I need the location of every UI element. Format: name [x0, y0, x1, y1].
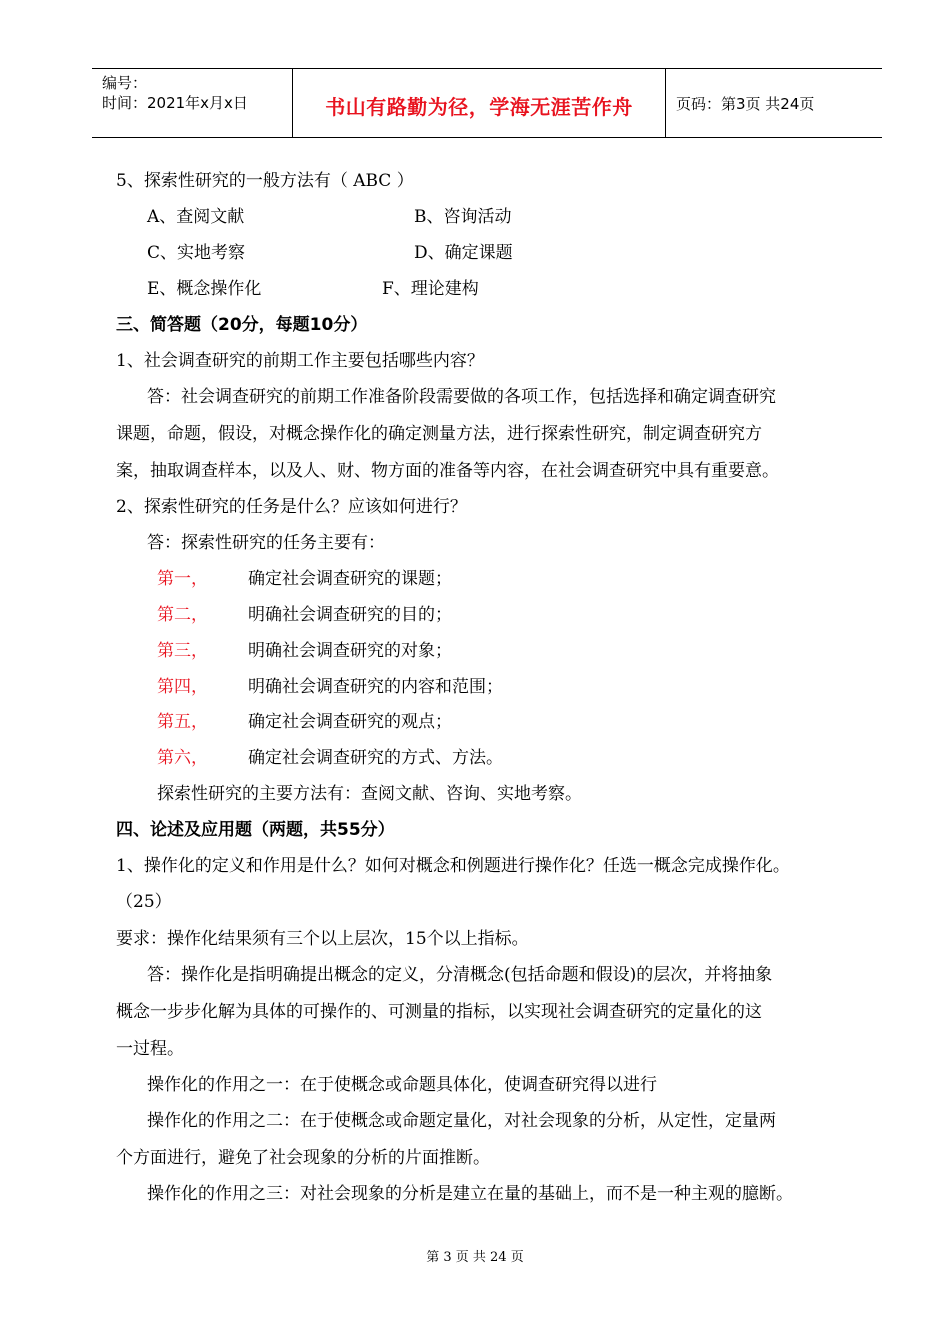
s4-role-2-line-1: 操作化的作用之二：在于使概念或命题定量化，对社会现象的分析，从定性，定量两	[147, 1111, 776, 1131]
task-text-5: 确定社会调查研究的观点；	[248, 712, 452, 732]
page-header	[92, 68, 882, 138]
task-label-4: 第四，	[157, 677, 208, 697]
s4-role-1: 操作化的作用之一：在于使概念或命题具体化，使调查研究得以进行	[147, 1075, 657, 1095]
s3-answer-1-line-1: 答：社会调查研究的前期工作准备阶段需要做的各项工作，包括选择和确定调查研究	[147, 387, 776, 407]
header-motto: 书山有路勤为径，学海无涯苦作舟	[325, 95, 633, 119]
option-e: E、概念操作化	[147, 279, 262, 299]
s4-role-3: 操作化的作用之三：对社会现象的分析是建立在量的基础上，而不是一种主观的臆断。	[147, 1184, 793, 1204]
s4-question-1-line-2: （25）	[116, 892, 172, 912]
header-page-number: 页码：第3页 共24页	[676, 95, 815, 113]
s4-requirement: 要求：操作化结果须有三个以上层次，15个以上指标。	[116, 929, 529, 949]
header-date: 时间：2021年x月x日	[102, 94, 248, 112]
header-right-cell	[666, 69, 882, 137]
task-text-2: 明确社会调查研究的目的；	[248, 605, 452, 625]
s3-question-2: 2、探索性研究的任务是什么？应该如何进行？	[116, 497, 467, 517]
s4-answer-line-1: 答：操作化是指明确提出概念的定义，分清概念(包括命题和假设)的层次，并将抽象	[147, 965, 773, 985]
task-text-6: 确定社会调查研究的方式、方法。	[248, 748, 503, 768]
task-label-3: 第三，	[157, 641, 208, 661]
task-label-2: 第二，	[157, 605, 208, 625]
task-label-5: 第五，	[157, 712, 208, 732]
s3-answer-2-intro: 答：探索性研究的任务主要有：	[147, 533, 385, 553]
task-text-1: 确定社会调查研究的课题；	[248, 569, 452, 589]
option-c: C、实地考察	[147, 243, 246, 263]
page-footer: 第 3 页 共 24 页	[426, 1250, 524, 1265]
task-text-4: 明确社会调查研究的内容和范围；	[248, 677, 503, 697]
option-d: D、确定课题	[414, 243, 513, 263]
s4-role-2-line-2: 个方面进行，避免了社会现象的分析的片面推断。	[116, 1148, 490, 1168]
s3-answer-1-line-3: 案，抽取调查样本，以及人、财、物方面的准备等内容，在社会调查研究中具有重要意。	[116, 461, 779, 481]
s4-question-1-line-1: 1、操作化的定义和作用是什么？如何对概念和例题进行操作化？任选一概念完成操作化。	[116, 856, 790, 876]
task-text-3: 明确社会调查研究的对象；	[248, 641, 452, 661]
s3-answer-2-end: 探索性研究的主要方法有：查阅文献、咨询、实地考察。	[157, 784, 582, 804]
question-5-stem: 5、探索性研究的一般方法有（ ABC ）	[116, 171, 414, 191]
s4-answer-line-2: 概念一步步化解为具体的可操作的、可测量的指标，以实现社会调查研究的定量化的这	[116, 1002, 762, 1022]
s3-answer-1-line-2: 课题，命题，假设，对概念操作化的确定测量方法，进行探索性研究，制定调查研究方	[116, 424, 762, 444]
task-label-1: 第一，	[157, 569, 208, 589]
s4-answer-line-3: 一过程。	[116, 1039, 184, 1059]
section-3-title: 三、简答题（20分，每题10分）	[116, 315, 368, 335]
s3-question-1: 1、社会调查研究的前期工作主要包括哪些内容？	[116, 351, 484, 371]
header-middle-cell	[293, 69, 666, 137]
header-left-cell	[92, 69, 293, 137]
section-4-title: 四、论述及应用题（两题，共55分）	[116, 820, 395, 840]
option-b: B、咨询活动	[414, 207, 512, 227]
task-label-6: 第六，	[157, 748, 208, 768]
option-a: A、查阅文献	[147, 207, 245, 227]
option-f: F、理论建构	[382, 279, 479, 299]
header-number: 编号：	[102, 74, 148, 92]
